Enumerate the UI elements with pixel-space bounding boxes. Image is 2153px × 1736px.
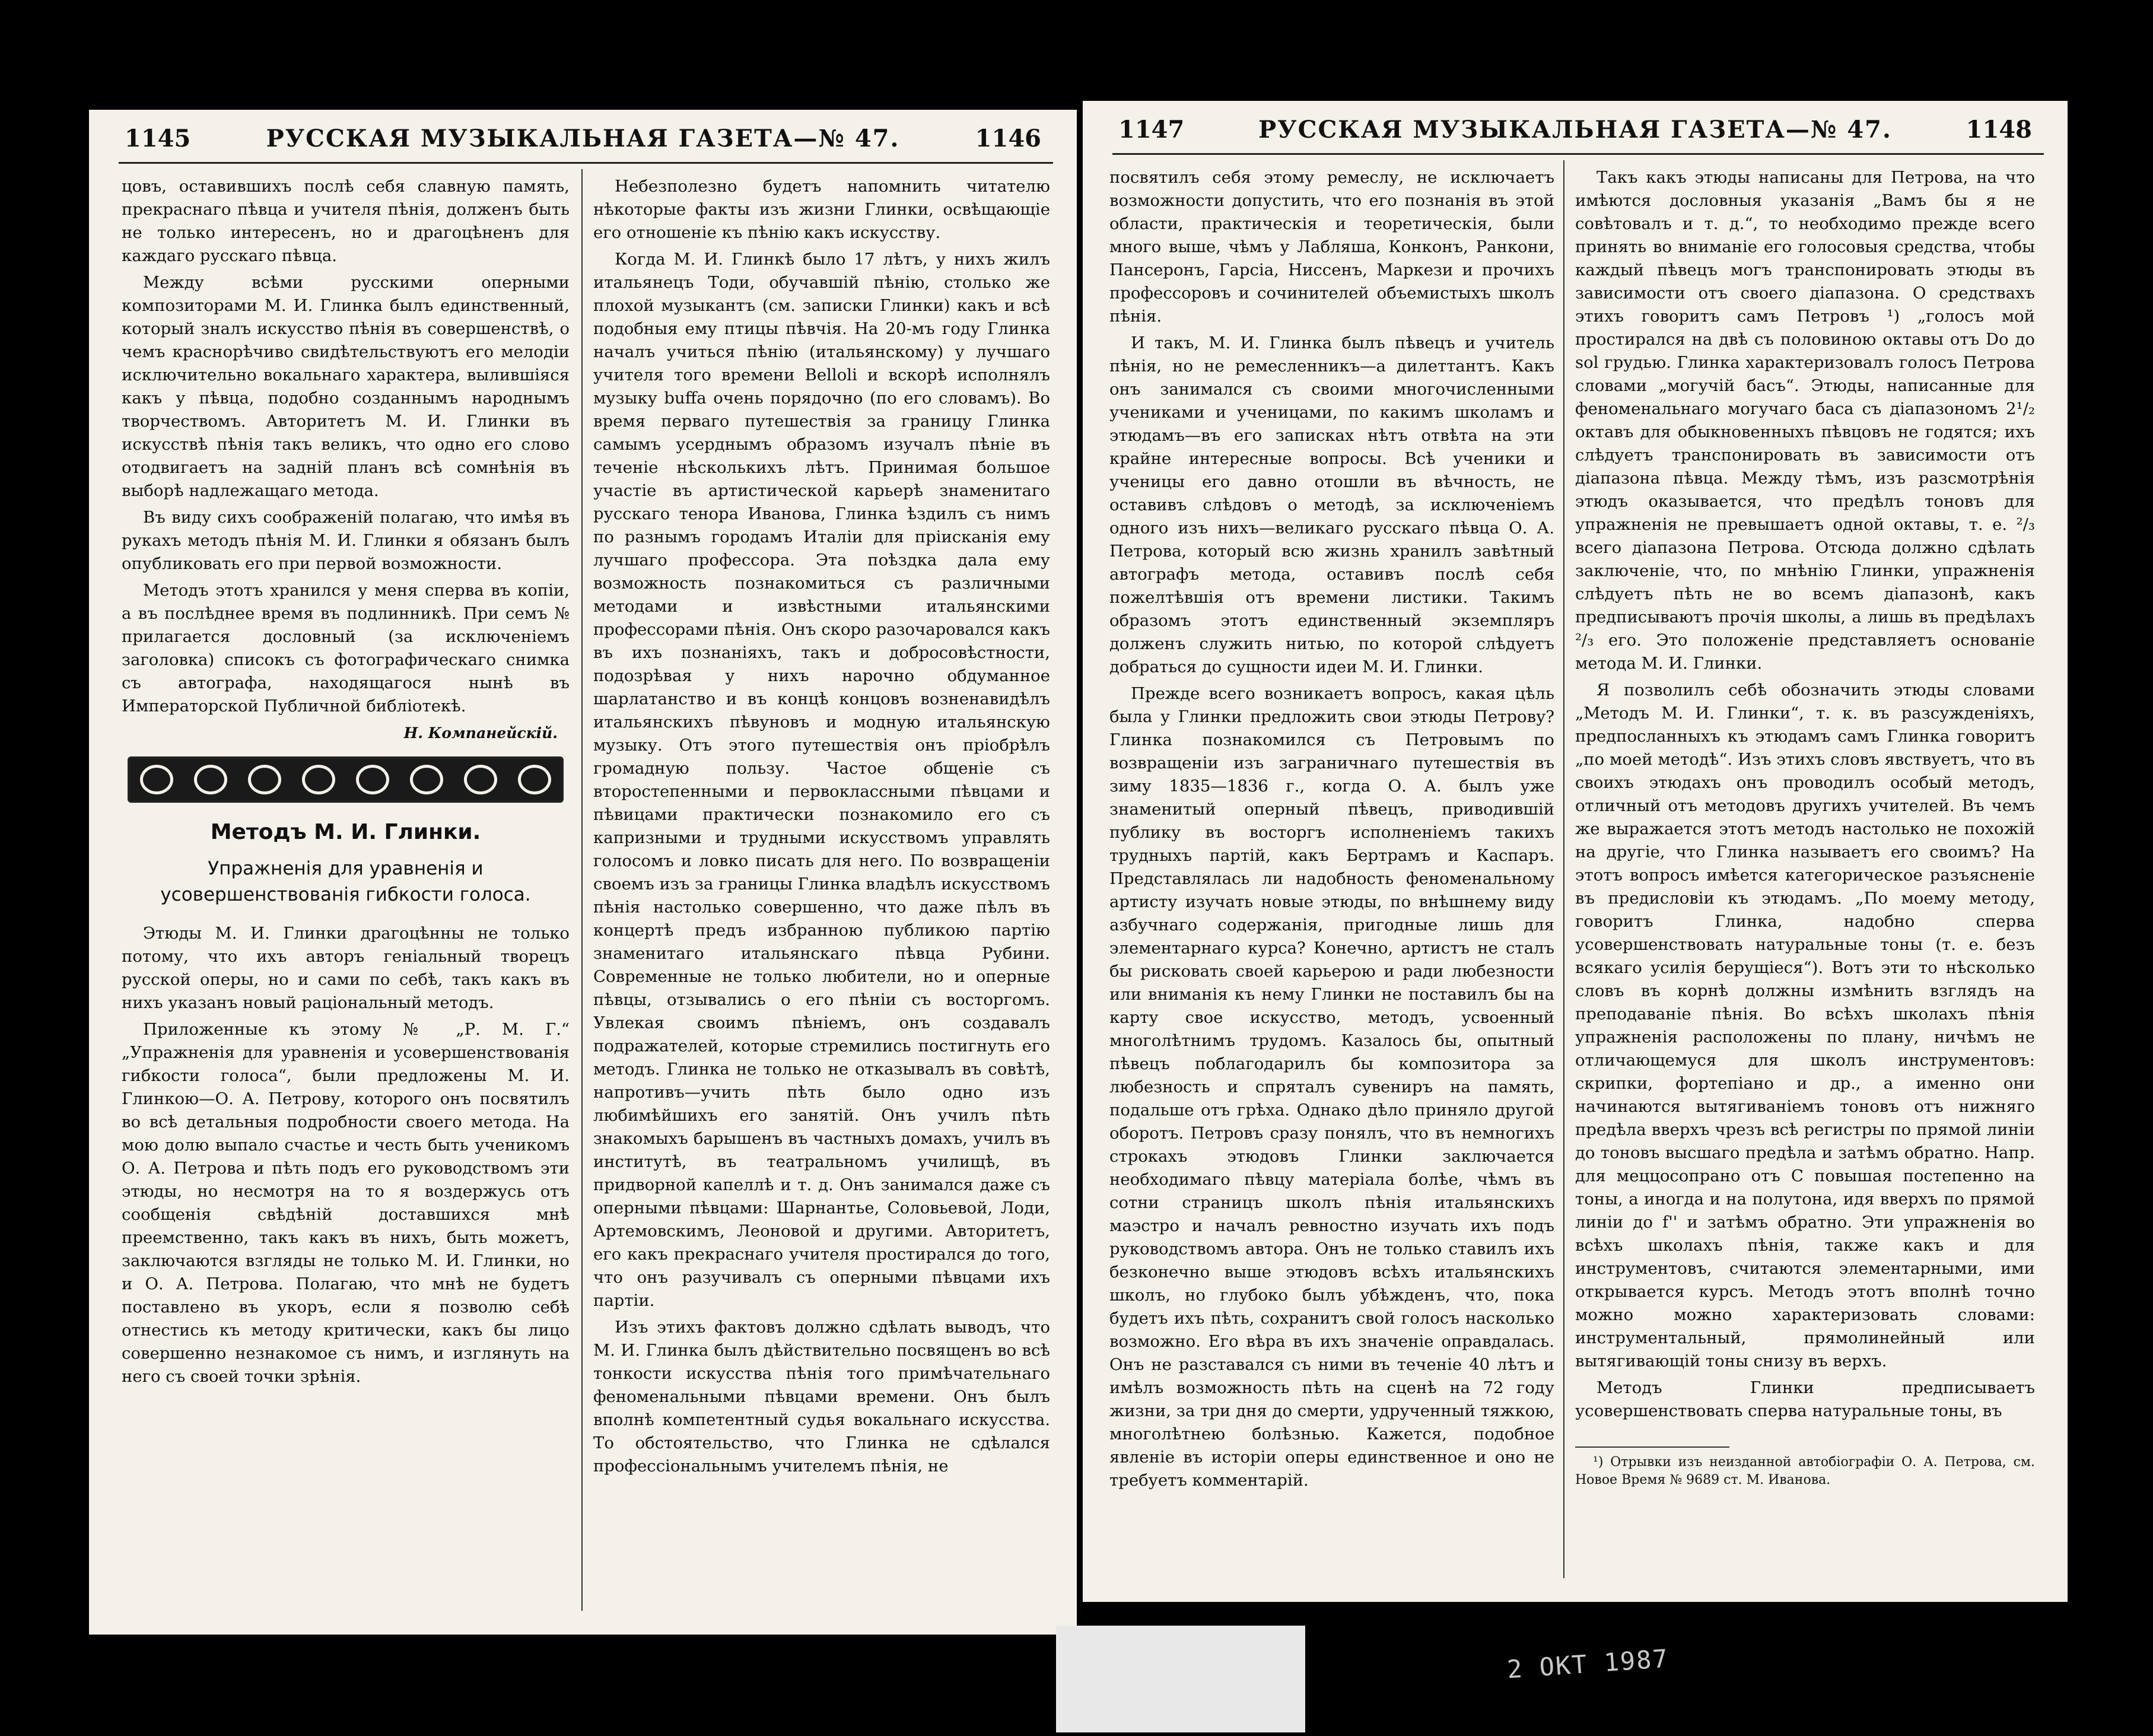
handwritten-stamp: 2 ОКТ 1987: [1506, 1643, 1670, 1684]
paragraph: Я позволилъ себѣ обозначить этюды словами „Методъ М. И. Глинки“, т. к. въ разсужденіяхъ, предпосланныхъ къ этюдамъ самъ Глинка говоритъ „по моей методѣ“. Изъ этихъ словъ явствуетъ, что въ своихъ этюдахъ онъ проводилъ особый методъ, отличный отъ методовъ другихъ учителей. Въ чемъ же выражается этотъ методъ настолько не похожій на другіе, что Глинка называетъ его своимъ? На этотъ вопросъ имѣется категорическое разъясненіе въ предисловіи къ этюдамъ. „По моему методу, говоритъ Глинка, надобно сперва усовершенствовать натуральные тоны (т. е. безъ всякаго усилія берущіеся“). Вотъ эти то нѣсколько словъ въ корнѣ должны измѣнить взглядъ на преподаваніе пѣнія. Во всѣхъ школахъ пѣнія упражненія расположены по плану, ничѣмъ не отличающемуся для школъ инструментовъ: скрипки, фортепіано и др., а именно они начинаются вытягиваніемъ тоновъ отъ нижняго предѣла вверхъ чрезъ всѣ регистры по прямой линіи до тоновъ высшаго предѣла и затѣмъ обратно. Напр. для меццосопрано отъ С повышая постепенно на тоны, а иногда и на полутона, идя вверхъ по прямой линіи до f'' и затѣмъ обратно. Эти упражненія во всѣхъ школахъ пѣнія, также какъ и для инструментовъ, считаются элементарными, ими открывается курсъ. Методъ этотъ вполнѣ точно можно можно характеризовать словами: инструментальный, прямолинейный или вытягивающій тоны снизу въ верхъ.: [1575, 681, 2035, 1371]
left-page: [89, 110, 1077, 1635]
signature: Н. Компанейскій.: [403, 724, 558, 742]
paragraph: Методъ этотъ хранился у меня сперва въ копіи, а въ послѣднее время въ подлинникѣ. При семъ № прилагается дословный (за исключеніемъ заголовка) списокъ съ фотографическаго снимка съ автографа, находящагося нынѣ въ Императорской Публичной библіотекѣ.: [122, 581, 570, 716]
ornament-divider: [128, 756, 564, 803]
column-rule: [581, 169, 583, 1611]
article-title: Методъ М. И. Глинки.: [210, 820, 481, 844]
text-column: [1109, 166, 1554, 1496]
paragraph: Такъ какъ этюды написаны для Петрова, на что имѣются дословныя указанія „Вамъ бы я не совѣтовалъ и т. д.“, то необходимо прежде всего принять во вниманіе его голосовыя средства, чтобы каждый пѣвецъ могъ транспонировать этюды въ зависимости отъ своего діапазона. О средствахъ этихъ говоритъ самъ Петровъ ¹) „голосъ мой простирался на двѣ съ половиною октавы отъ Do до sol грудью. Глинка характеризовалъ голосъ Петрова словами „могучій басъ“. Этюды, написанные для феноменальнаго могучаго баса съ діапазономъ 2¹/₂ октавъ для обыкновенныхъ пѣвцовъ не годятся; ихъ слѣдуетъ транспонировать въ зависимости отъ діапазона пѣвца. Между тѣмъ, изъ разсмотрѣнія этюдъ оказывается, что предѣлъ тоновъ для упражненія не превышаетъ одной октавы, т. е. ²/₃ всего діапазона Петрова. Отсюда должно сдѣлать заключеніе, что, по мнѣнію Глинки, упражненія слѣдуетъ пѣть не во всемъ діапазонѣ, какъ предписываютъ прочія школы, а лишь въ предѣлахъ ²/₃ его. Это положеніе представляетъ основаніе метода М. И. Глинки.: [1575, 168, 2035, 673]
article-subtitle: Упражненія для уравненія и усовершенствованія гибкости голоса.: [160, 858, 531, 905]
header-rule: [119, 162, 1053, 164]
paragraph: Этюды М. И. Глинки драгоцѣнны не только потому, что ихъ авторъ геніальный творецъ русской оперы, но и сами по себѣ, такъ какъ въ нихъ указанъ новый раціональный методъ.: [122, 924, 570, 1012]
header-rule: [1112, 153, 2044, 155]
column-rule: [1563, 160, 1564, 1578]
running-head: [1083, 116, 2068, 151]
footnote: ¹) Отрывки изъ неизданной автобіографіи О. А. Петрова, см. Новое Время № 9689 ст. М. Иванова.: [1575, 1455, 2035, 1487]
running-head: [89, 125, 1077, 160]
page-number: 1148: [1966, 116, 2032, 144]
right-page: [1083, 101, 2068, 1602]
paragraph: Когда М. И. Глинкѣ было 17 лѣтъ, у нихъ жилъ итальянецъ Тоди, обучавшій пѣнію, столько же плохой музыкантъ (см. записки Глинки) какъ и всѣ подобныя ему птицы пѣвчія. На 20-мъ году Глинка началъ учиться пѣнію (итальянскому) у лучшаго учителя того времени Belloli и вскорѣ исполнялъ музыку buffa очень порядочно (по его словамъ). Во время перваго путешествія за границу Глинка самымъ усерднымъ образомъ изучалъ пѣніе въ теченіе нѣсколькихъ лѣтъ. Принимая большое участіе въ артистической карьерѣ знаменитаго русскаго тенора Иванова, Глинка ѣздилъ съ нимъ по разнымъ городамъ Италіи для пріисканія ему лучшаго профессора. Эта поѣздка дала ему возможность познакомиться съ различными методами и извѣстными итальянскими профессорами пѣнія. Онъ скоро разочаровался какъ въ ихъ познаніяхъ, такъ и добросовѣстности, подозрѣвая у нихъ нарочно обдуманное шарлатанство и въ концѣ концовъ возненавидѣлъ итальянскихъ пѣвуновъ и модную итальянскую музыку. Отъ этого путешествія онъ пріобрѣлъ громадную пользу. Частое общеніе съ второстепенными и первоклассными пѣвцами и пѣвицами практически познакомило его съ капризными и трудными искусствомъ управлять голосомъ и ловко писать для него. По возвращеніи своемъ изъ за границы Глинка владѣлъ искусствомъ пѣнія настолько совершенно, что даже пѣлъ въ концертѣ предъ избранною публикою партію знаменитаго итальянскаго пѣвца Рубини. Современные не только любители, но и оперные пѣвцы, отзывались о его пѣніи съ восторгомъ. Увлекая своимъ пѣніемъ, онъ создавалъ подражателей, которые стремились постигнуть его методъ. Глинка не только не отказывалъ въ совѣтѣ, напротивъ—учить пѣть было одно изъ любимѣйшихъ его занятій. Онъ училъ пѣть знакомыхъ барышенъ въ частныхъ домахъ, училъ въ институтѣ, въ театральномъ училищѣ, въ придворной капеллѣ и т. д. Онъ занимался даже съ оперными пѣвцами: Шарнантье, Соловьевой, Лоди, Артемовскимъ, Леоновой и другими. Авторитетъ, его какъ прекраснаго учителя простирался до того, что онъ разучивалъ съ оперными пѣвцами ихъ партіи.: [593, 250, 1050, 1310]
text-column: [122, 175, 570, 1392]
paragraph: И такъ, М. И. Глинка былъ пѣвецъ и учитель пѣнія, но не ремесленникъ—а дилеттантъ. Какъ онъ занимался съ своими многочисленными учениками и ученицами, по какимъ школамъ и этюдамъ—въ его записках нѣтъ отвѣта на эти крайне интересные вопросы. Всѣ ученики и ученицы его давно отошли въ вѣчность, не оставивъ слѣдовъ о методѣ, за исключеніемъ одного изъ нихъ—великаго русскаго пѣвца О. А. Петрова, который всю жизнь хранилъ завѣтный автографъ метода, оставивъ послѣ себя пожелтѣвшія отъ времени листики. Такимъ образомъ этотъ единственный экземпляръ долженъ служить нитью, по которой слѣдуетъ добраться до сущности идеи М. И. Глинки.: [1109, 333, 1554, 676]
paragraph: Прежде всего возникаетъ вопросъ, какая цѣль была у Глинки предложить свои этюды Петрову? Глинка познакомился съ Петровымъ по возвращеніи изъ заграничнаго путешествія въ зиму 1835—1836 г., когда О. А. былъ уже знаменитый оперный пѣвецъ, приводившій публику въ восторгъ исполненіемъ такихъ трудныхъ партій, какъ Бертрамъ и Каспаръ. Представлялась ли надобность феноменальному артисту изучать новые этюды, по внѣшнему виду азбучнаго содержанія, пригодные лишь для элементарнаго курса? Конечно, артистъ не сталъ бы рисковать своей карьерою и ради любезности или вниманія къ нему Глинки не поставилъ бы на карту свое искусство, методъ, усвоенный многолѣтнимъ трудомъ. Казалось бы, опытный пѣвецъ поблагодарилъ бы композитора за любезность и спряталъ сувениръ на память, подальше отъ грѣха. Однако дѣло приняло другой оборотъ. Петровъ сразу понялъ, что въ немногихъ строкахъ этюдовъ Глинки заключается необходимаго пѣвцу матеріала болѣе, чѣмъ въ сотни страницъ школъ пѣнія итальянскихъ маэстро и началъ ревностно изучать ихъ подъ руководствомъ автора. Онъ не только ставилъ ихъ безконечно выше этюдовъ всѣхъ итальянскихъ школъ, но глубоко былъ убѣжденъ, что, пока будетъ ихъ пѣть, сохранитъ свой голосъ насколько возможно. Его вѣра въ ихъ значеніе оправдалась. Онъ не разставался съ ними въ теченіе 40 лѣтъ и имѣлъ возможность пѣть на сценѣ на 72 году жизни, за три дня до смерти, удрученный тяжкою, многолѣтнею болѣзнью. Кажется, подобное явленіе въ исторіи оперы единственное и оно не требуетъ комментарій.: [1109, 684, 1554, 1490]
paragraph: Изъ этихъ фактовъ должно сдѣлать выводъ, что М. И. Глинка былъ дѣйствительно посвященъ во всѣ тонкости искусства пѣнія того примѣчательнаго феноменальными пѣвцами времени. Онъ былъ вполнѣ компетентный судья вокальнаго искусства. То обстоятельство, что Глинка не сдѣлался профессіональнымъ учителемъ пѣнія, не: [593, 1318, 1050, 1476]
running-title: РУССКАЯ МУЗЫКАЛЬНАЯ ГАЗЕТА—№ 47.: [1258, 116, 1892, 144]
paragraph: посвятилъ себя этому ремеслу, не исключаетъ возможности допустить, что его познанія въ этой области, практическія и теоретическія, были много выше, чѣмъ у Лабляша, Конконъ, Ранкони, Пансеронъ, Гарсіа, Ниссенъ, Маркези и прочихъ профессоровъ и сочинителей объемистыхъ школъ пѣнія.: [1109, 168, 1554, 326]
paragraph: Небезполезно будетъ напомнить читателю нѣкоторые факты изъ жизни Глинки, освѣщающіе его отношеніе къ пѣнію какъ искусству.: [593, 177, 1050, 242]
paragraph: цовъ, оставившихъ послѣ себя славную память, прекраснаго пѣвца и учителя пѣнія, долженъ быть не только интересенъ, но и драгоцѣненъ для каждаго русскаго пѣвца.: [122, 177, 570, 265]
running-title: РУССКАЯ МУЗЫКАЛЬНАЯ ГАЗЕТА—№ 47.: [266, 125, 900, 152]
page-number: 1147: [1118, 116, 1185, 144]
text-column: [593, 175, 1050, 1481]
binding-strip: [1056, 1626, 1305, 1732]
text-column: [1575, 166, 2035, 1489]
paragraph: Въ виду сихъ соображеній полагаю, что имѣя въ рукахъ методъ пѣнія М. И. Глинки я обязанъ былъ опубликовать его при первой возможности.: [122, 508, 570, 573]
page-number: 1146: [975, 125, 1041, 152]
paragraph: Методъ Глинки предписываетъ усовершенствовать сперва натуральные тоны, въ: [1575, 1378, 2035, 1420]
footnote-rule: [1575, 1446, 1729, 1448]
paragraph: Между всѣми русскими оперными композиторами М. И. Глинка былъ единственный, который зналъ искусство пѣнія въ совершенствѣ, о чемъ краснорѣчиво свидѣтельствуютъ его мелодіи исключительно вокальнаго характера, вылившіяся какъ у пѣвца, подобно созданнымъ народнымъ творчествомъ. Авторитетъ М. И. Глинки въ искусствѣ пѣнія такъ великъ, что одно его слово отодвигаетъ на задній планъ всѣ сомнѣнія въ выборѣ надлежащаго метода.: [122, 273, 570, 500]
paragraph: Приложенные къ этому № „Р. М. Г.“ „Упражненія для уравненія и усовершенствованія гибкости голоса“, были предложены М. И. Глинкою—О. А. Петрову, которого онъ посвятилъ во всѣ детальныя подробности своего метода. На мою долю выпало счастье и честь быть ученикомъ О. А. Петрова и пѣть подъ его руководствомъ эти этюды, но несмотря на то я воздержусь отъ сообщенія свѣдѣній доставшихся мнѣ преемственно, такъ какъ въ нихъ, быть можетъ, заключаются взгляды не только М. И. Глинки, но и О. А. Петрова. Полагаю, что мнѣ не будетъ поставлено въ укоръ, если я позволю себѣ отнестись къ методу критически, какъ бы лицо совершенно незнакомое съ нимъ, и изглянуть на него съ своей точки зрѣнія.: [122, 1020, 570, 1386]
page-number: 1145: [125, 125, 191, 152]
